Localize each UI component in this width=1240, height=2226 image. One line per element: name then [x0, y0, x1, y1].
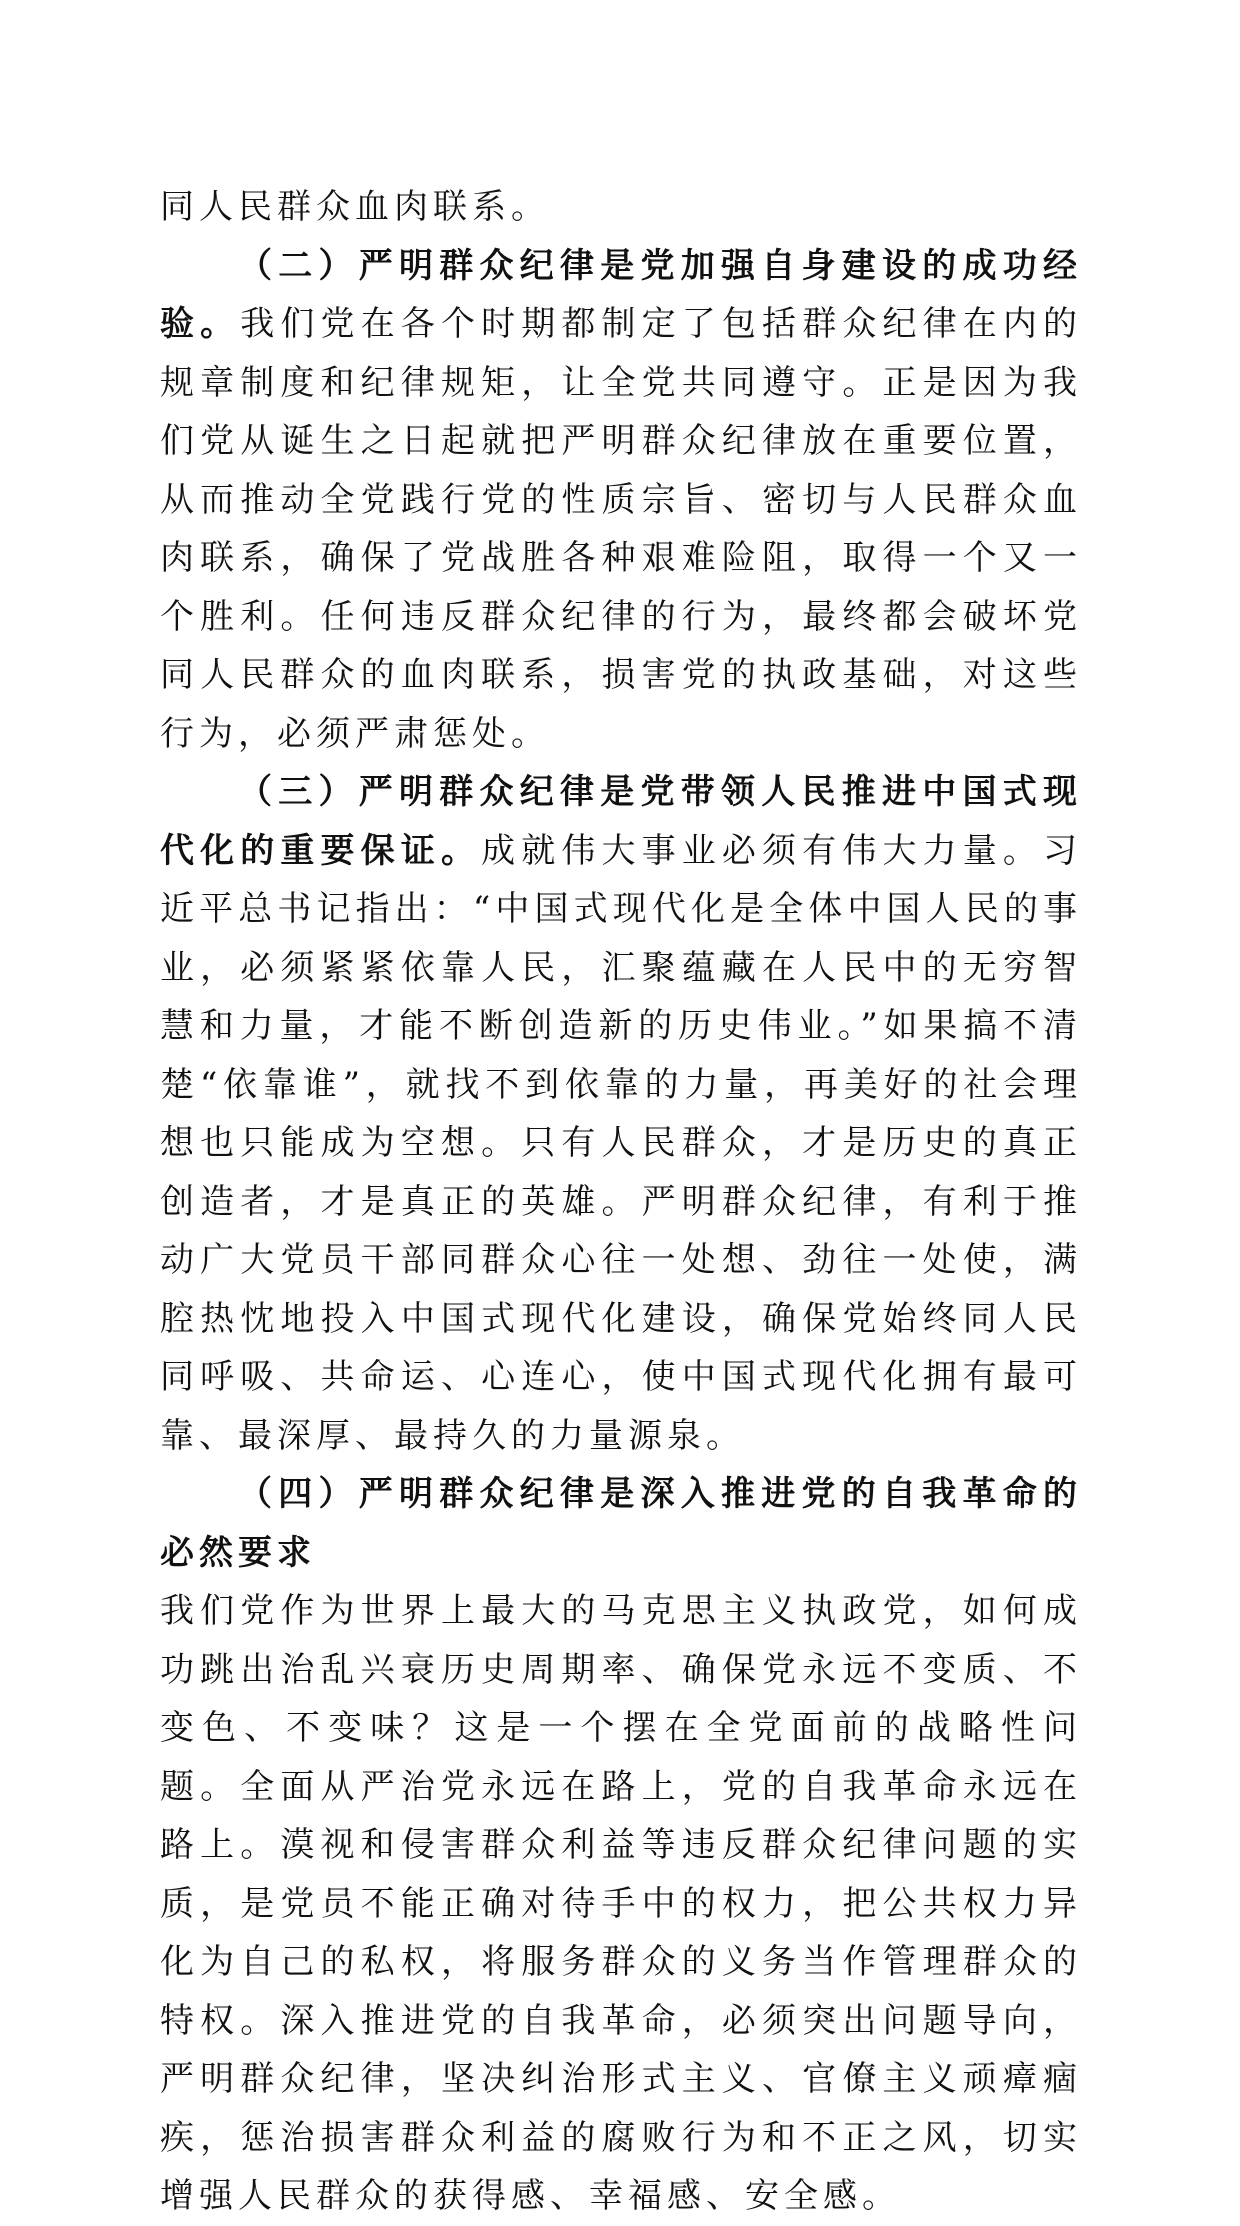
paragraph-section-4-heading	[160, 1465, 1082, 1582]
section-heading: （二）严明群众纪律是党加强自身建设的成功经验。	[160, 245, 1082, 344]
paragraph-body: 成就伟大事业必须有伟大力量。习近平总书记指出：“中国式现代化是全体中国人民的事业，必须紧紧依靠人民，汇聚蕴藏在人民中的无穷智慧和力量，才能不断创造新的历史伟业。”如果搞不清楚“依靠谁”，就找不到依靠的力量，再美好的社会理想也只能成为空想。只有人民群众，才是历史的真正创造者，才是真正的英雄。严明群众纪律，有利于推动广大党员干部同群众心往一处想、劲往一处使，满腔热忱地投入中国式现代化建设，确保党始终同人民同呼吸、共命运、心连心，使中国式现代化拥有最可靠、最深厚、最持久的力量源泉。	[160, 830, 1083, 1456]
paragraph-body: 同人民群众血肉联系。	[160, 187, 550, 227]
paragraph-body: 我们党在各个时期都制定了包括群众纪律在内的规章制度和纪律规矩，让全党共同遵守。正是因为我们党从诞生之日起就把严明群众纪律放在重要位置，从而推动全党践行党的性质宗旨、密切与人民群众血肉联系，确保了党战胜各种艰难险阻，取得一个又一个胜利。任何违反群众纪律的行为，最终都会破坏党同人民群众的血肉联系，损害党的执政基础，对这些行为，必须严肃惩处。	[160, 304, 1083, 754]
document-page	[160, 178, 1082, 2226]
paragraph-section-2	[160, 237, 1082, 764]
paragraph-section-3	[160, 763, 1082, 1465]
paragraph-section-4-body	[160, 1582, 1082, 2226]
section-heading: （四）严明群众纪律是深入推进党的自我革命的必然要求	[160, 1474, 1082, 1573]
section-heading: （三）严明群众纪律是党带领人民推进中国式现代化的重要保证。	[160, 772, 1082, 871]
paragraph-body: 我们党作为世界上最大的马克思主义执政党，如何成功跳出治乱兴衰历史周期率、确保党永远不变质、不变色、不变味？这是一个摆在全党面前的战略性问题。全面从严治党永远在路上，党的自我革命永远在路上。漠视和侵害群众利益等违反群众纪律问题的实质，是党员不能正确对待手中的权力，把公共权力异化为自己的私权，将服务群众的义务当作管理群众的特权。深入推进党的自我革命，必须突出问题导向，严明群众纪律，坚决纠治形式主义、官僚主义顽瘴痼疾，惩治损害群众利益的腐败行为和不正之风，切实增强人民群众的获得感、幸福感、安全感。	[160, 1591, 1082, 2216]
paragraph-continuation	[160, 178, 1082, 237]
